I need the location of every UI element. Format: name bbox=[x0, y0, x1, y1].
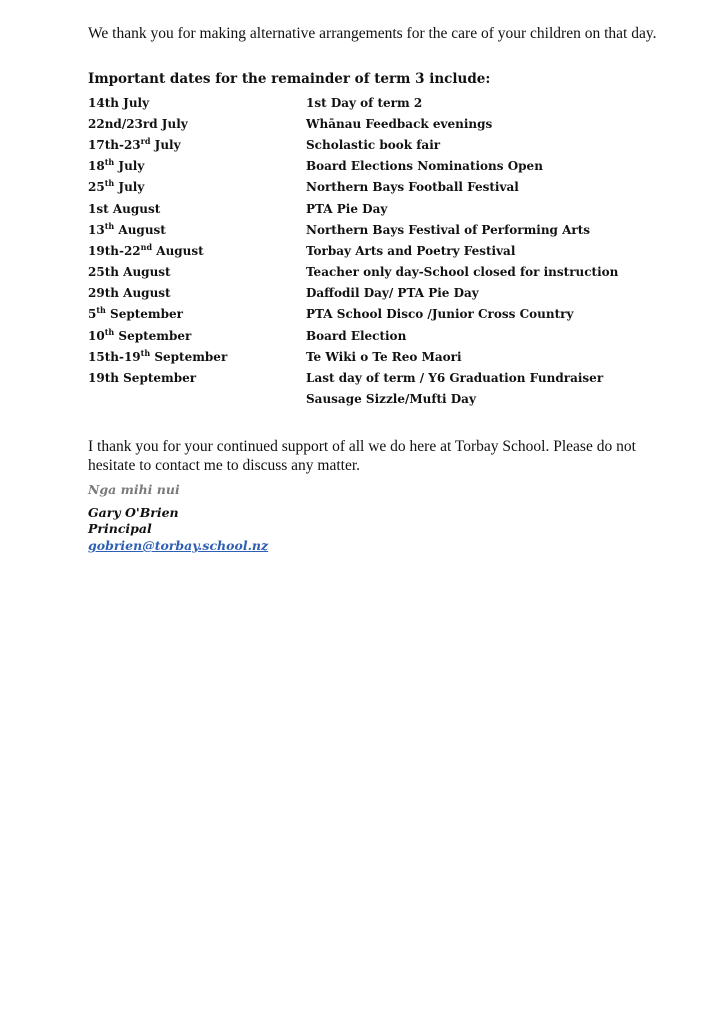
signer-role: Principal bbox=[88, 521, 152, 536]
event-cell: Torbay Arts and Poetry Festival bbox=[306, 243, 516, 258]
event-cell: Last day of term / Y6 Graduation Fundraiser bbox=[306, 371, 604, 386]
date-row bbox=[88, 325, 648, 346]
date-cell: 1st August bbox=[88, 201, 161, 216]
date-cell: 25th July bbox=[88, 178, 145, 195]
event-cell: Sausage Sizzle/Mufti Day bbox=[306, 392, 476, 407]
greeting: Nga mihi nui bbox=[88, 482, 180, 497]
date-cell: 5th September bbox=[88, 305, 183, 322]
event-cell: Board Elections Nominations Open bbox=[306, 159, 543, 174]
intro-paragraph: We thank you for making alternative arrangements for the care of your children on that day. bbox=[88, 25, 657, 42]
date-cell: 29th August bbox=[88, 286, 171, 301]
event-cell: Whānau Feedback evenings bbox=[306, 116, 493, 131]
date-row bbox=[88, 198, 648, 219]
date-row bbox=[88, 346, 648, 367]
event-cell: PTA Pie Day bbox=[306, 201, 388, 216]
event-cell: Teacher only day-School closed for instruction bbox=[306, 265, 619, 280]
closing-paragraph: I thank you for your continued support of all we do here at Torbay School. Please do not hesitate to contact me to discuss any matter. bbox=[88, 438, 636, 474]
date-cell: 13th August bbox=[88, 220, 166, 237]
date-row bbox=[88, 240, 648, 261]
date-row bbox=[88, 219, 648, 240]
date-row bbox=[88, 134, 648, 155]
date-row bbox=[88, 177, 648, 198]
date-cell: 22nd/23rd July bbox=[88, 116, 188, 131]
date-row bbox=[88, 262, 648, 283]
date-row bbox=[88, 283, 648, 304]
event-cell: Northern Bays Festival of Performing Arts bbox=[306, 222, 591, 237]
date-cell: 17th-23rd July bbox=[88, 135, 181, 152]
event-cell: Te Wiki o Te Reo Maori bbox=[306, 349, 462, 364]
dates-table bbox=[88, 92, 648, 410]
signer-name: Gary O'Brien bbox=[88, 505, 179, 520]
date-row bbox=[88, 389, 648, 410]
date-row bbox=[88, 92, 648, 113]
date-cell: 19th September bbox=[88, 371, 197, 386]
dates-heading: Important dates for the remainder of term 3 include: bbox=[88, 71, 491, 87]
event-cell: PTA School Disco /Junior Cross Country bbox=[306, 307, 574, 322]
date-row bbox=[88, 304, 648, 325]
date-row bbox=[88, 113, 648, 134]
date-cell: 10th September bbox=[88, 326, 192, 343]
date-cell: 14th July bbox=[88, 95, 150, 110]
event-cell: Board Election bbox=[306, 328, 407, 343]
event-cell: Scholastic book fair bbox=[306, 137, 441, 152]
date-cell: 19th-22nd August bbox=[88, 241, 204, 258]
date-row bbox=[88, 367, 648, 388]
date-cell: 15th-19th September bbox=[88, 347, 228, 364]
email-link[interactable]: gobrien@torbay.school.nz bbox=[88, 538, 269, 553]
event-cell: Daffodil Day/ PTA Pie Day bbox=[306, 286, 479, 301]
date-row bbox=[88, 156, 648, 177]
event-cell: 1st Day of term 2 bbox=[306, 95, 423, 110]
date-cell: 25th August bbox=[88, 265, 171, 280]
event-cell: Northern Bays Football Festival bbox=[306, 180, 519, 195]
date-cell: 18th July bbox=[88, 157, 145, 174]
